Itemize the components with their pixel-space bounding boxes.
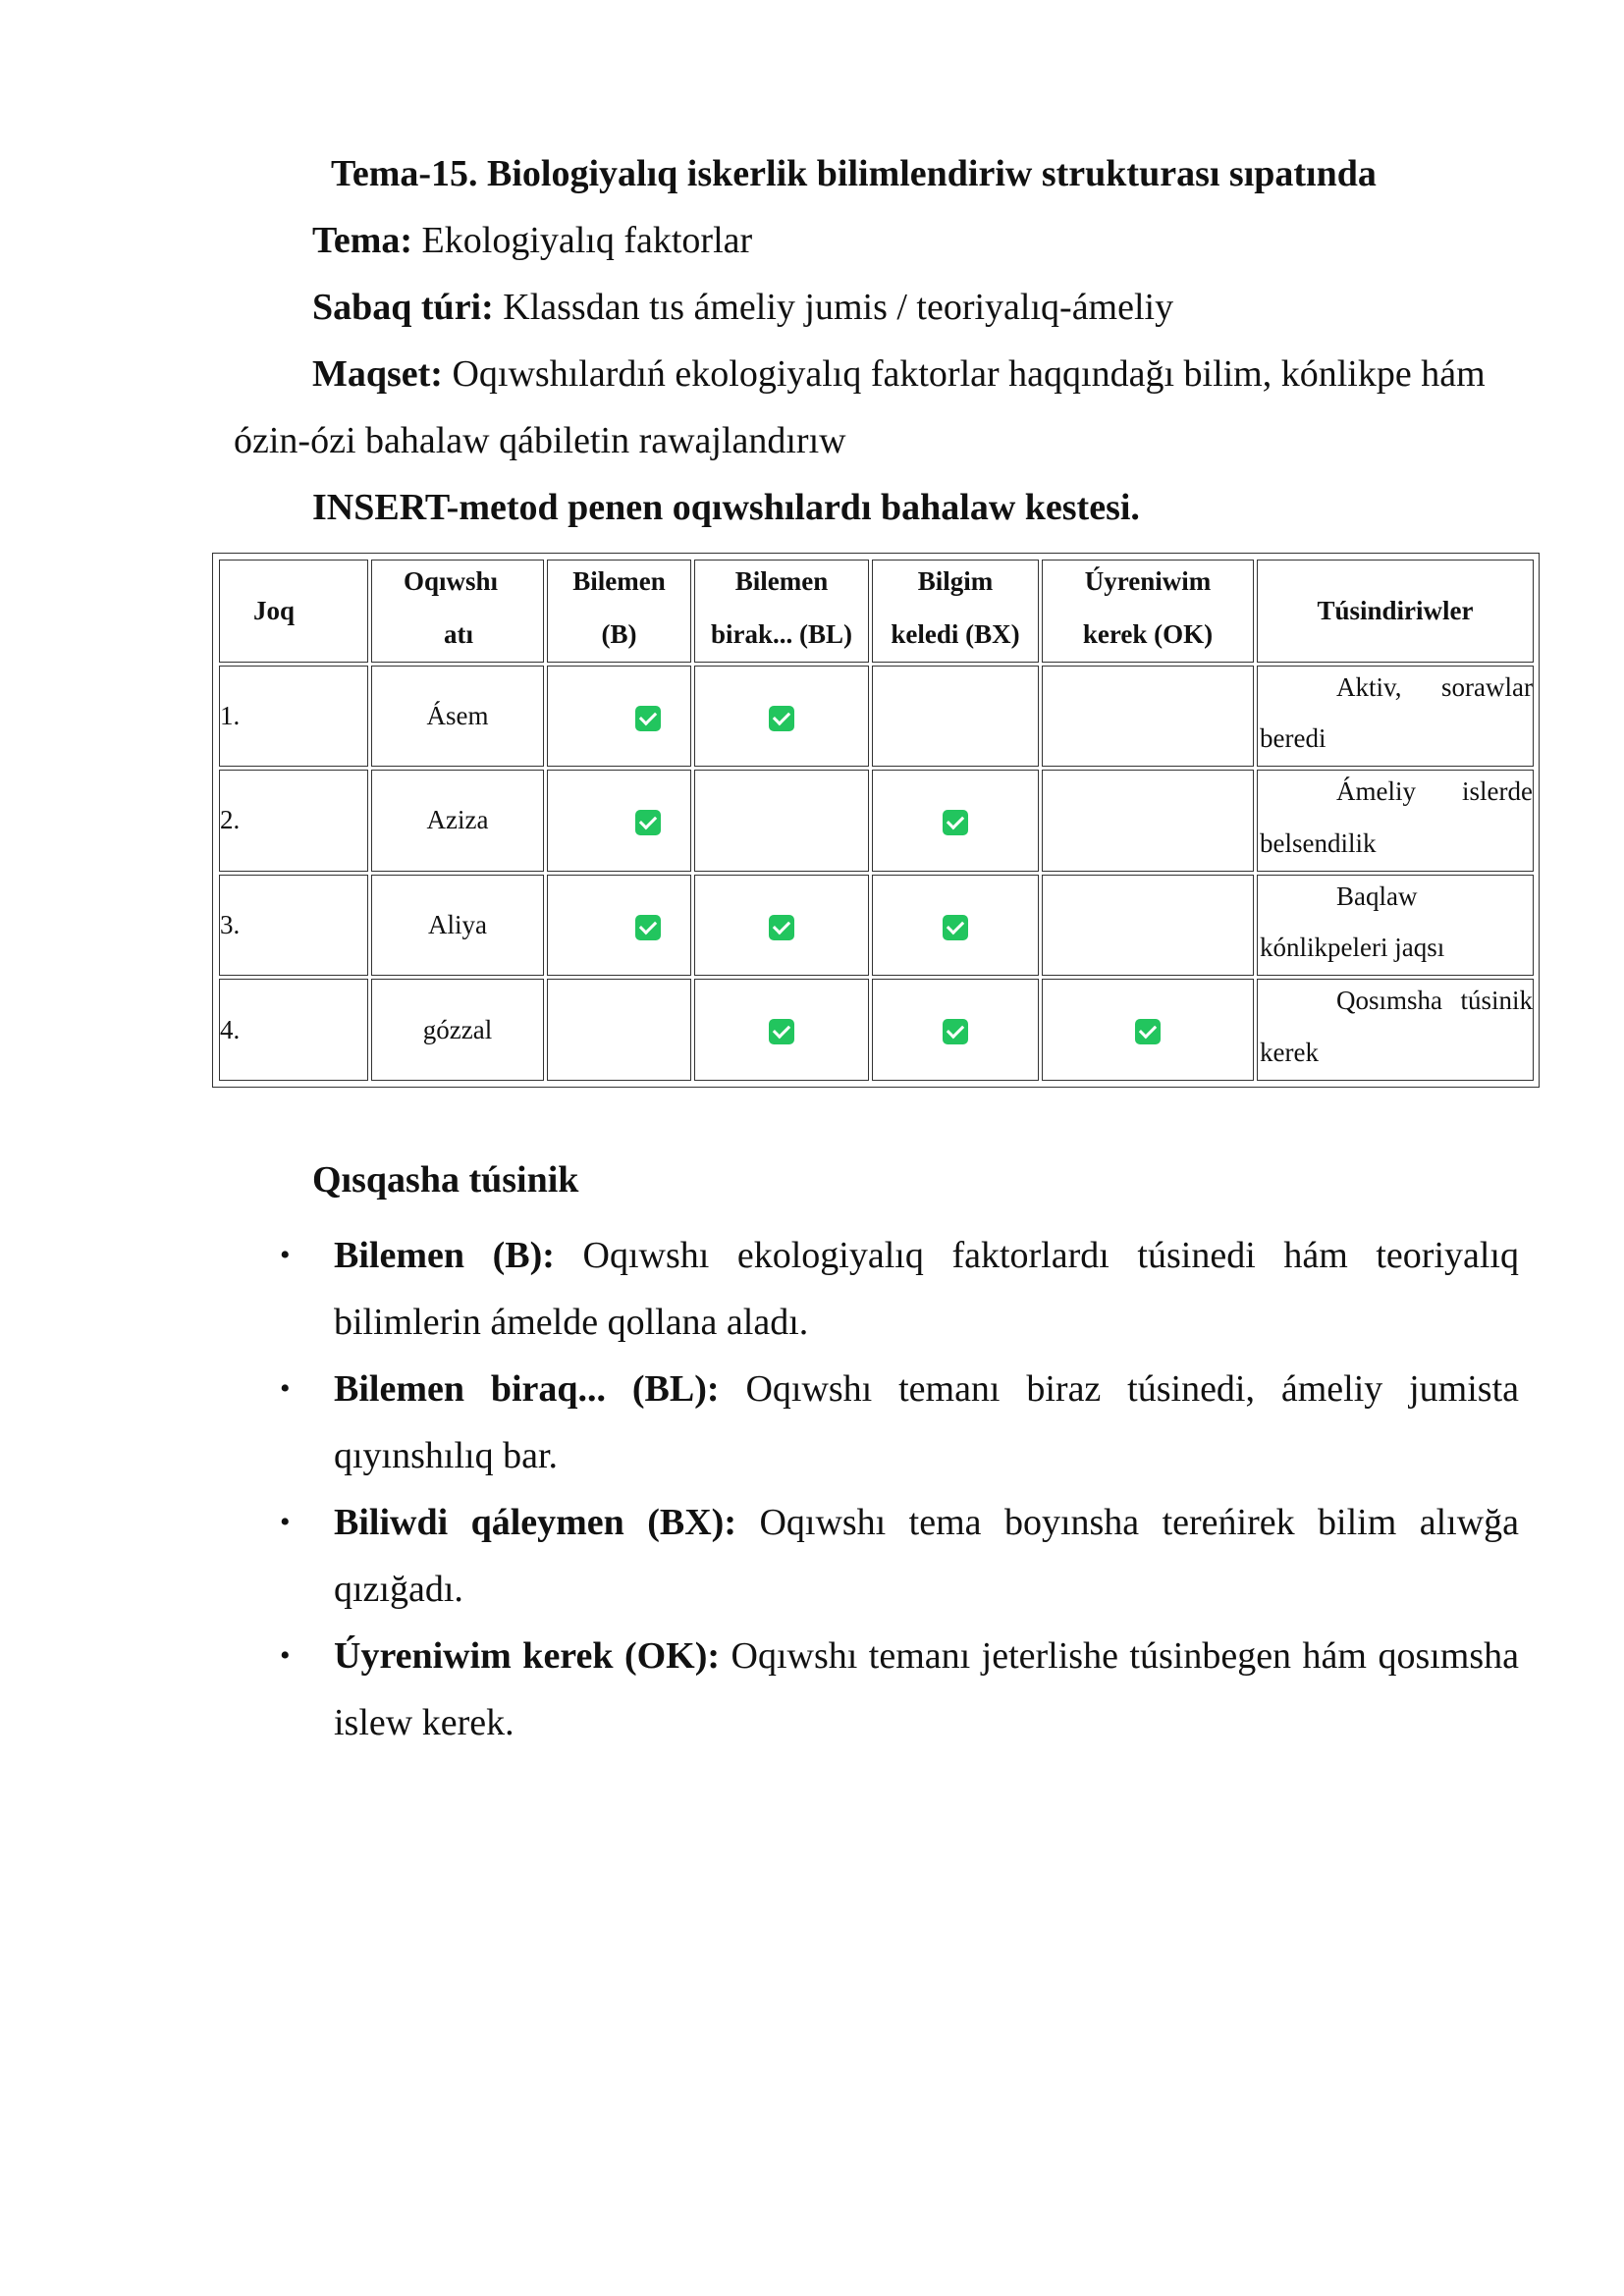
- maqset-line: [312, 353, 1486, 397]
- header-bx-1: Bilgim: [917, 566, 994, 596]
- checkmark-icon: [769, 706, 794, 731]
- bullet-icon: •: [280, 1639, 291, 1672]
- table-row: [219, 875, 1534, 977]
- checkmark-icon: [1135, 1019, 1161, 1044]
- term: Biliwdi qáleymen (BX):: [334, 1502, 736, 1543]
- note-line-1: Ámeliy islerde: [1336, 776, 1533, 807]
- cell-bx: [872, 875, 1039, 977]
- header-b: [547, 560, 691, 663]
- row-number: 4.: [219, 979, 368, 1081]
- sabaq-value: Klassdan tıs ámeliy jumis / teoriyalıq-ámeliy: [503, 287, 1174, 328]
- row-number: 1.: [219, 666, 368, 768]
- assessment-grid: [216, 557, 1537, 1084]
- header-joq: [219, 560, 368, 663]
- note-text: [1258, 771, 1533, 871]
- summary-heading: Qısqasha túsinik: [312, 1159, 579, 1201]
- table-row: [219, 770, 1534, 872]
- table-row: [219, 979, 1534, 1081]
- header-notes: [1257, 560, 1534, 663]
- definition: Oqıwshı tema boyınsha tereńirek bilim alıwğa qızığadı.: [334, 1502, 1520, 1610]
- note-cell: [1257, 666, 1534, 768]
- note-line-1: Baqlaw: [1336, 881, 1418, 911]
- note-line-2: kónlikpeleri jaqsı: [1260, 933, 1445, 963]
- note-line-1: Qosımsha túsinik: [1336, 986, 1533, 1016]
- term: Bilemen biraq... (BL):: [334, 1368, 720, 1410]
- assessment-table: [212, 553, 1540, 1088]
- tema-value: Ekologiyalıq faktorlar: [421, 220, 753, 261]
- header-ok-1: Úyreniwim: [1084, 566, 1212, 596]
- note-text: [1258, 667, 1533, 767]
- cell-b: [547, 770, 691, 872]
- header-b-2: (B): [601, 618, 637, 649]
- list-item: [280, 1489, 1519, 1623]
- cell-ok: [1042, 875, 1254, 977]
- header-joq-text: Joq: [253, 595, 296, 625]
- checkmark-icon: [769, 915, 794, 940]
- note-cell: [1257, 770, 1534, 872]
- cell-b: [547, 875, 691, 977]
- document-title: Tema-15. Biologiyalıq iskerlik bilimlendiriw strukturası sıpatında: [331, 153, 1377, 194]
- cell-ok: [1042, 666, 1254, 768]
- cell-ok: [1042, 770, 1254, 872]
- header-ok-2: kerek (OK): [1082, 618, 1214, 649]
- student-name: Aliya: [371, 875, 544, 977]
- sabaq-line: [312, 287, 1173, 330]
- term: Bilemen (B):: [334, 1235, 555, 1276]
- definition: Oqıwshı temanı jeterlishe túsinbegen hám qosımsha islew kerek.: [334, 1635, 1519, 1743]
- student-name: gózzal: [371, 979, 544, 1081]
- cell-ok: [1042, 979, 1254, 1081]
- tema-line: [312, 220, 752, 263]
- checkmark-icon: [635, 810, 661, 835]
- note-cell: [1257, 979, 1534, 1081]
- list-item: [280, 1623, 1519, 1756]
- note-text: [1258, 980, 1533, 1080]
- definition: Oqıwshı ekologiyalıq faktorlardı túsinedi hám teoriyalıq bilimlerin ámelde qollana aladı.: [334, 1235, 1519, 1343]
- bullet-icon: •: [280, 1239, 291, 1271]
- header-ok: [1042, 560, 1254, 663]
- header-notes-text: Túsindiriwler: [1317, 595, 1474, 625]
- checkmark-icon: [943, 915, 968, 940]
- note-cell: [1257, 875, 1534, 977]
- header-bl: [694, 560, 869, 663]
- note-line-2: belsendilik: [1260, 828, 1377, 858]
- cell-bl: [694, 770, 869, 872]
- cell-bx: [872, 666, 1039, 768]
- header-bl-1: Bilemen: [734, 566, 829, 596]
- note-line-1: Aktiv, sorawlar: [1336, 671, 1533, 702]
- cell-bl: [694, 979, 869, 1081]
- cell-b: [547, 979, 691, 1081]
- header-oqiwshi-1: Oqıwshı: [403, 566, 499, 596]
- header-b-1: Bilemen: [572, 566, 666, 596]
- maqset-label: Maqset:: [312, 353, 443, 395]
- student-name: Ásem: [371, 666, 544, 768]
- cell-bl: [694, 666, 869, 768]
- cell-bl: [694, 875, 869, 977]
- checkmark-icon: [943, 810, 968, 835]
- checkmark-icon: [943, 1019, 968, 1044]
- cell-bx: [872, 770, 1039, 872]
- sabaq-label: Sabaq túri:: [312, 287, 494, 328]
- header-bx-2: keledi (BX): [891, 618, 1020, 649]
- student-name: Aziza: [371, 770, 544, 872]
- table-body: [219, 666, 1534, 1081]
- note-line-2: kerek: [1260, 1038, 1319, 1067]
- checkmark-icon: [635, 915, 661, 940]
- bullet-icon: •: [280, 1506, 291, 1538]
- header-bx: [872, 560, 1039, 663]
- row-number: 3.: [219, 875, 368, 977]
- summary-list: [280, 1222, 1519, 1756]
- note-text: [1258, 876, 1533, 976]
- header-bl-2: birak... (BL): [710, 618, 853, 649]
- table-row: [219, 666, 1534, 768]
- list-item: [280, 1222, 1519, 1356]
- table-header-row: [219, 560, 1534, 663]
- row-number: 2.: [219, 770, 368, 872]
- maqset-value-1: Oqıwshılardıń ekologiyalıq faktorlar haqqındağı bilim, kónlikpe hám: [452, 353, 1486, 395]
- term: Úyreniwim kerek (OK):: [334, 1635, 721, 1677]
- cell-b: [547, 666, 691, 768]
- header-oqiwshi: [371, 560, 544, 663]
- header-oqiwshi-2: atı: [444, 618, 473, 649]
- checkmark-icon: [769, 1019, 794, 1044]
- list-item: [280, 1356, 1519, 1489]
- definition: Oqıwshı temanı biraz túsinedi, ámeliy jumista qıyınshılıq bar.: [334, 1368, 1520, 1476]
- note-line-2: beredi: [1260, 723, 1326, 754]
- tema-label: Tema:: [312, 220, 413, 261]
- maqset-line-2: ózin-ózi bahalaw qábiletin rawajlandırıw: [234, 420, 846, 461]
- bullet-icon: •: [280, 1372, 291, 1405]
- table-caption: INSERT-metod penen oqıwshılardı bahalaw kestesi.: [312, 487, 1140, 528]
- cell-bx: [872, 979, 1039, 1081]
- checkmark-icon: [635, 706, 661, 731]
